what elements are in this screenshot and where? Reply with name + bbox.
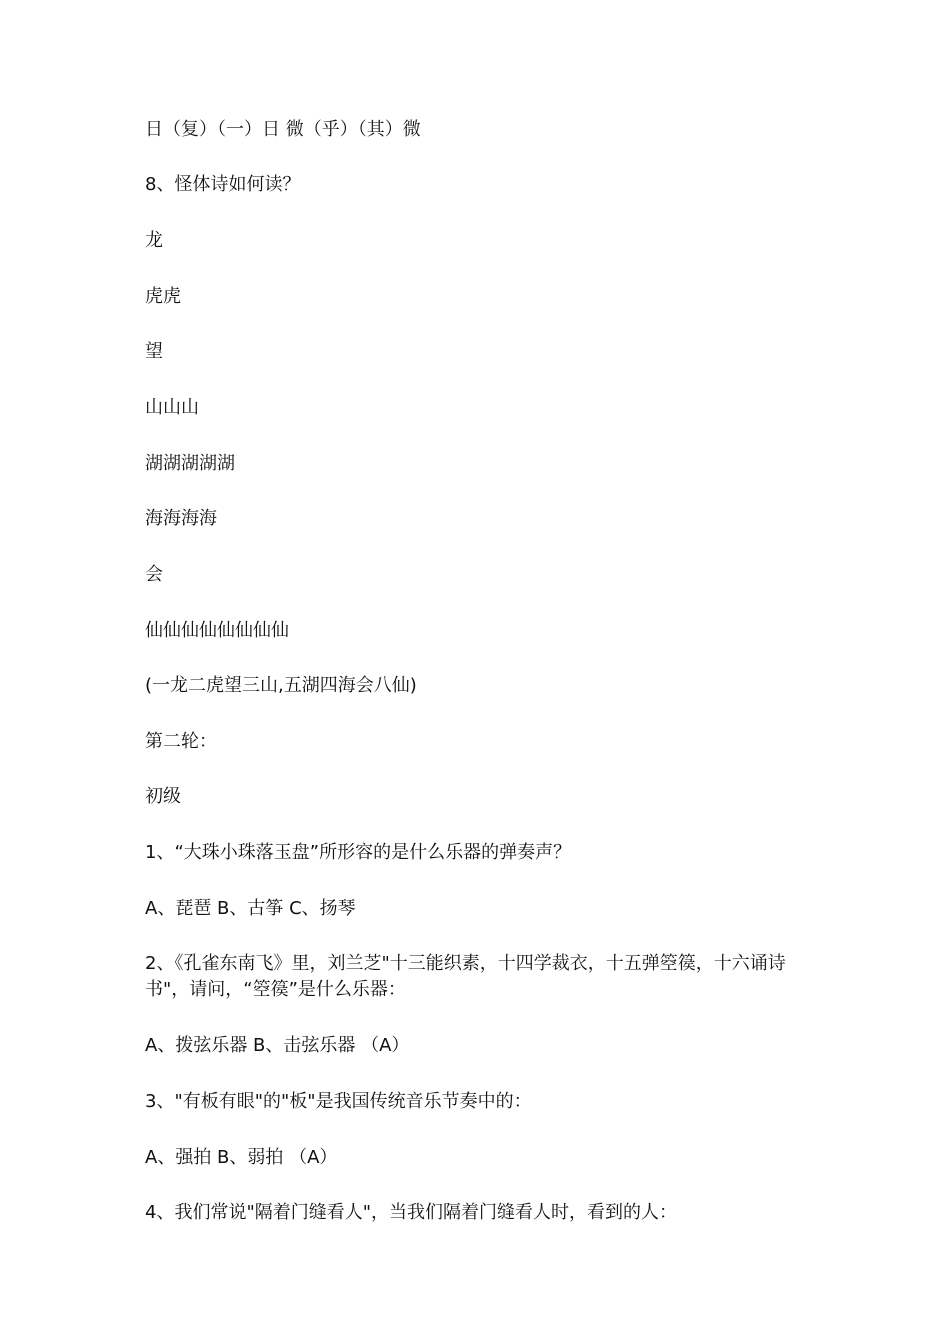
text-line-idiom-pair: 日（复）（一）日 微（乎）（其）微 bbox=[145, 119, 421, 140]
text-line-poem-3: 望 bbox=[145, 341, 163, 362]
text-line-question-1: 1、“大珠小珠落玉盘”所形容的是什么乐器的弹奏声？ bbox=[145, 842, 572, 863]
text-line-question-3: 3、"有板有眼"的"板"是我国传统音乐节奏中的： bbox=[145, 1091, 532, 1112]
text-line-options-3: A、强拍 B、弱拍 （A） bbox=[145, 1147, 338, 1168]
text-line-poem-1: 龙 bbox=[145, 230, 163, 251]
text-line-poem-4: 山山山 bbox=[145, 397, 199, 418]
text-line-question-2: 2、《孔雀东南飞》里，刘兰芝"十三能织素，十四学裁衣，十五弹箜篌，十六诵诗书"，请问，“箜篌”是什么乐器： bbox=[145, 953, 786, 1000]
text-line-question-4: 4、我们常说"隔着门缝看人"，当我们隔着门缝看人时，看到的人： bbox=[145, 1202, 678, 1223]
text-line-options-1: A、琵琶 B、古筝 C、扬琴 bbox=[145, 898, 356, 919]
text-line-poem-7: 会 bbox=[145, 564, 163, 585]
section-heading-level: 初级 bbox=[145, 786, 181, 807]
text-line-question-8: 8、怪体诗如何读？ bbox=[145, 174, 301, 195]
text-line-options-2: A、拨弦乐器 B、击弦乐器 （A） bbox=[145, 1035, 410, 1056]
section-heading-round-2: 第二轮： bbox=[145, 731, 217, 752]
text-line-poem-2: 虎虎 bbox=[145, 286, 181, 307]
text-line-poem-5: 湖湖湖湖湖 bbox=[145, 453, 235, 474]
text-line-poem-8: 仙仙仙仙仙仙仙仙 bbox=[145, 620, 289, 641]
text-line-poem-6: 海海海海 bbox=[145, 508, 217, 529]
text-line-poem-answer: (一龙二虎望三山,五湖四海会八仙) bbox=[145, 675, 417, 696]
